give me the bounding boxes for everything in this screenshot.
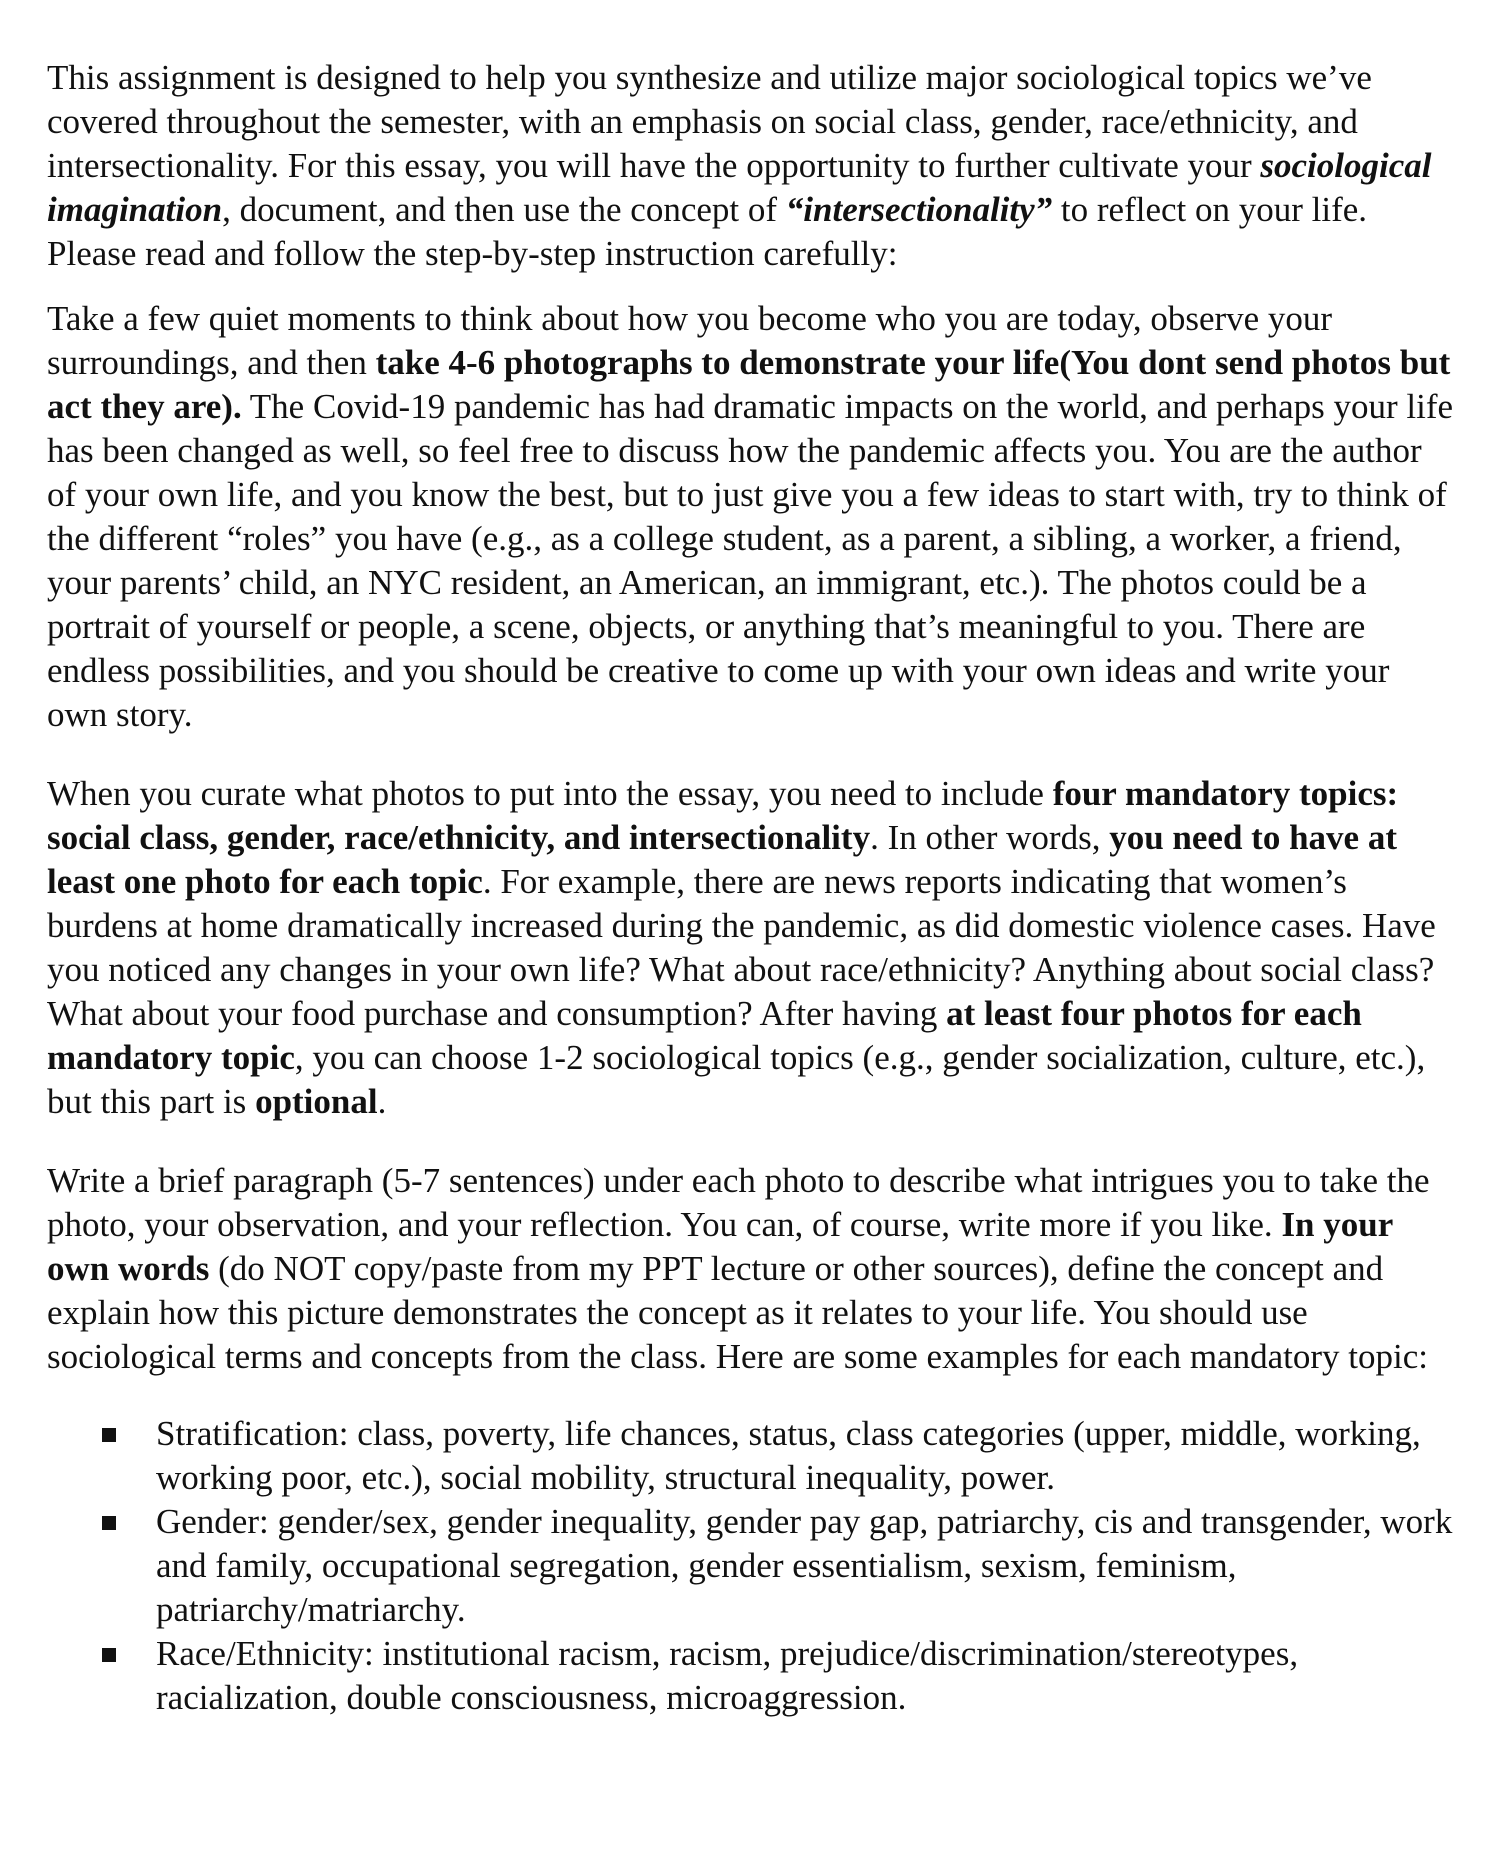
assignment-document [47, 56, 1457, 1720]
writing-instructions-paragraph [47, 1159, 1457, 1379]
topics-text-4: , you can choose 1-2 sociological topics (e.g., gender socialization, culture, etc.), but this part is [47, 1038, 1426, 1121]
intersectionality-term: “intersectionality” [785, 190, 1053, 229]
list-item-text: Race/Ethnicity: institutional racism, racism, prejudice/discrimination/stereotypes, racialization, double consciousness, microaggression. [156, 1634, 1299, 1717]
topics-text-2: . In other words, [870, 818, 1110, 857]
intro-paragraph [47, 56, 1457, 276]
intro-text-1: This assignment is designed to help you synthesize and utilize major sociological topics we’ve covered throughout the semester, with an emphasis on social class, gender, race/ethnicity, and intersectionality. For this essay, you will have the opportunity to further cultivate your [47, 58, 1372, 185]
topics-text-1: When you curate what photos to put into the essay, you need to include [47, 774, 1053, 813]
topics-emphasis-optional: optional [255, 1082, 378, 1121]
topics-emphasis-3: at least four photos for each mandatory topic [47, 994, 1362, 1077]
topics-emphasis-1: four mandatory topics: social class, gender, race/ethnicity, and intersectionality [47, 774, 1399, 857]
mandatory-topics-paragraph [47, 772, 1457, 1124]
topics-emphasis-2: you need to have at least one photo for each topic [47, 818, 1397, 901]
writing-emphasis: In your own words [47, 1205, 1393, 1288]
square-bullet-icon [102, 1648, 116, 1662]
topics-text-5: . [377, 1082, 387, 1121]
photographs-text-2: The Covid-19 pandemic has had dramatic impacts on the world, and perhaps your life has been changed as well, so feel free to discuss how the pandemic affects you. You are the author of your own life, and you know the best, but to just give you a few ideas to start with, try to think of the different “roles” you have (e.g., as a college student, as a parent, a sibling, a worker, a friend, your parents’ child, an NYC resident, an American, an immigrant, etc.). The photos could be a portrait of yourself or people, a scene, objects, or anything that’s meaningful to you. There are endless possibilities, and you should be creative to come up with your own ideas and write your own story. [47, 387, 1454, 734]
writing-text-1: Write a brief paragraph (5-7 sentences) under each photo to describe what intrigues you to take the photo, your observation, and your reflection. You can, of course, write more if you like. [47, 1161, 1430, 1244]
topic-examples-list [47, 1412, 1457, 1720]
list-item-race-ethnicity [156, 1632, 1457, 1720]
intro-text-3: to reflect on your life. Please read and follow the step-by-step instruction carefully: [47, 190, 1368, 273]
photographs-emphasis: take 4-6 photographs to demonstrate your life(You dont send photos but act they are). [47, 343, 1451, 426]
topics-text-3: . For example, there are news reports indicating that women’s burdens at home dramatically increased during the pandemic, as did domestic violence cases. Have you noticed any changes in your own life? What about race/ethnicity? Anything about social class? What about your food purchase and consumption? After having [47, 862, 1436, 1033]
list-item-stratification [156, 1412, 1457, 1500]
sociological-imagination-term: sociological imagination [47, 146, 1432, 229]
square-bullet-icon [102, 1428, 116, 1442]
list-item-text: Gender: gender/sex, gender inequality, gender pay gap, patriarchy, cis and transgender, work and family, occupational segregation, gender essentialism, sexism, feminism, patriarchy/matriarchy. [156, 1502, 1453, 1629]
intro-text-2: , document, and then use the concept of [222, 190, 786, 229]
list-item-gender [156, 1500, 1457, 1632]
photographs-paragraph [47, 297, 1457, 737]
square-bullet-icon [102, 1516, 116, 1530]
photographs-text-1: Take a few quiet moments to think about how you become who you are today, observe your surroundings, and then [47, 299, 1333, 382]
list-item-text: Stratification: class, poverty, life chances, status, class categories (upper, middle, working, working poor, etc.), social mobility, structural inequality, power. [156, 1414, 1421, 1497]
writing-text-2: (do NOT copy/paste from my PPT lecture or other sources), define the concept and explain how this picture demonstrates the concept as it relates to your life. You should use sociological terms and concepts from the class. Here are some examples for each mandatory topic: [47, 1249, 1429, 1376]
